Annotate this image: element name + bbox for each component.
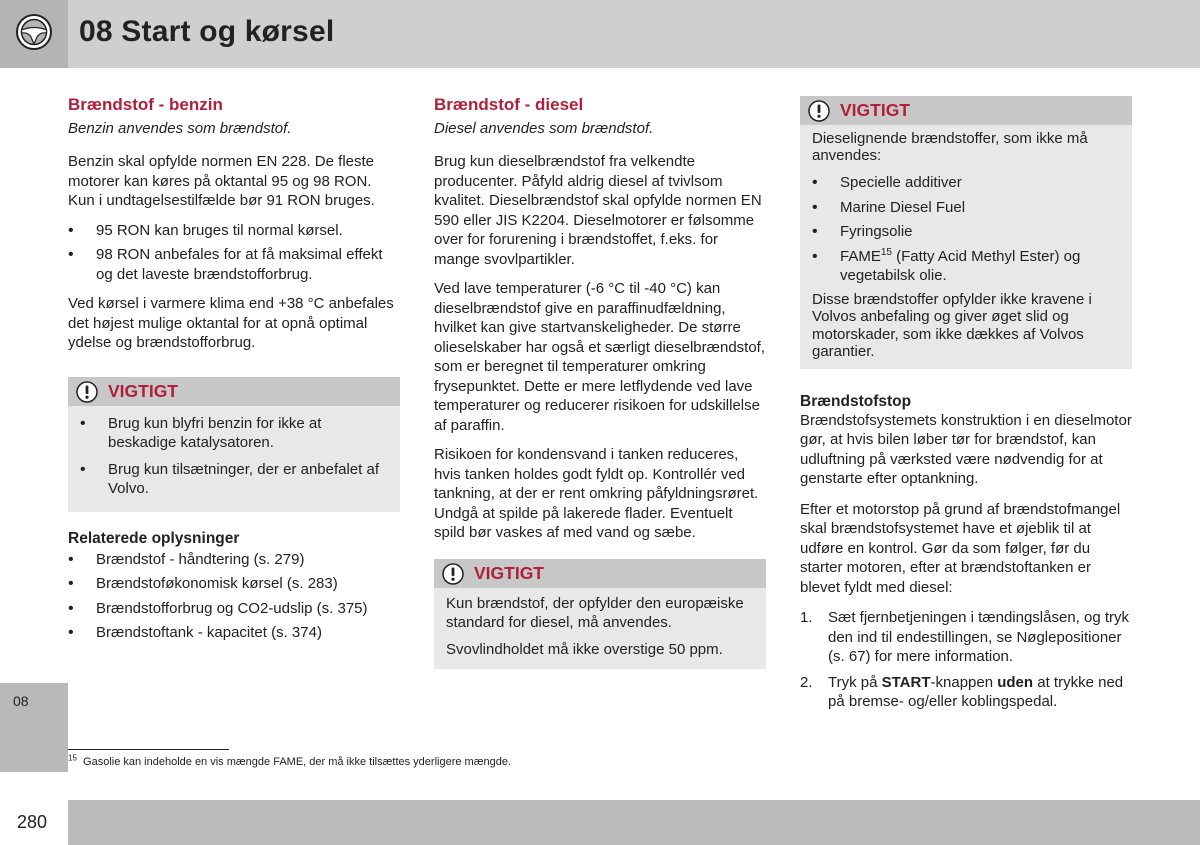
step-text-start: START — [881, 673, 931, 691]
warning-intro: Dieselignende brændstoffer, som ikke må anvendes: — [812, 130, 1088, 164]
diesel-paragraph-2: Ved lave temperaturer (-6 °C til -40 °C) kan dieselbrændstof give en paraffinudfældning, hvilket kan give startvanskeligheder. De større olieselskaber har også et særligt dieselbrændstof, som er beregnet til temperaturer omkring frysepunktet. Dette er mere letflydende ved lave temperaturer og reducerer risikoen for udskillelse af paraffin. — [434, 280, 766, 434]
step-text-post: at trykke ned på bremse- og/eller koblingspedal. — [828, 673, 1124, 710]
section-heading-diesel: Brændstof - diesel — [434, 95, 584, 114]
chapter-side-tab-label: 08 — [13, 693, 29, 709]
warning-title: VIGTIGT — [840, 100, 910, 120]
footnote-divider — [68, 749, 229, 750]
step-text: Sæt fjernbetjeningen i tændingslåsen, og tryk den ind til endestillingen, se Nøglepositioner (s. 67) for mere information. — [828, 609, 1130, 665]
chapter-title: 08 Start og kørsel — [79, 15, 335, 48]
warning-header — [800, 96, 1132, 125]
column-benzin — [68, 95, 400, 653]
footnote-number: 15 — [68, 753, 77, 763]
benzin-intro: Benzin anvendes som brændstof. — [68, 120, 292, 137]
related-link[interactable]: • Brændstofforbrug og CO2-udslip (s. 375) — [68, 599, 400, 619]
list-item — [812, 247, 1120, 286]
list-item: • Marine Diesel Fuel — [812, 198, 1120, 218]
warning-paragraph: Kun brændstof, der opfylder den europæiske standard for diesel, må anvendes. — [446, 594, 744, 631]
list-item: • 98 RON anbefales for at få maksimal effekt og det laveste brændstofforbrug. — [68, 245, 400, 284]
chapter-icon-block — [0, 0, 68, 68]
warning-title: VIGTIGT — [474, 562, 544, 583]
fuel-stop-paragraph-2: Efter et motorstop på grund af brændstofmangel skal brændstofsystemet have et øjeblik til at udføre en kontrol. Gør da som følger, før du starter motoren, efter at brændstoftanken er blevet fyldt med diesel: — [800, 500, 1121, 596]
fame-term: FAME — [840, 247, 881, 265]
fame-description: (Fatty Acid Methyl Ester) og vegetabilsk olie. — [840, 247, 1081, 284]
step-number: 2. — [800, 673, 813, 691]
related-link[interactable]: • Brændstoftank - kapacitet (s. 374) — [68, 623, 400, 643]
fuel-stop-paragraph-1: Brændstofsystemets konstruktion i en dieselmotor gør, at hvis bilen løber tør for brændstof, kan udluftning på værksted være nødvendig for at genstarte efter optankning. — [800, 411, 1132, 487]
benzin-bullet-list — [68, 221, 400, 285]
warning-title: VIGTIGT — [108, 380, 178, 401]
list-item: • Brug kun tilsætninger, der er anbefalet af Volvo. — [80, 460, 388, 499]
related-info-heading: Relaterede oplysninger — [68, 529, 240, 547]
fuel-stop-steps — [800, 608, 1132, 712]
list-item: • Brug kun blyfri benzin for ikke at beskadige katalysatoren. — [80, 414, 388, 453]
subheading-fuel-stop: Brændstofstop — [800, 392, 912, 410]
list-item: • Fyringsolie — [812, 222, 1120, 242]
warning-header — [434, 559, 766, 588]
chapter-side-tab — [0, 683, 68, 772]
list-item: • 95 RON kan bruges til normal kørsel. — [68, 221, 400, 241]
exclamation-icon — [808, 100, 830, 122]
step-text-mid: -knappen — [930, 673, 998, 691]
exclamation-icon — [442, 563, 464, 585]
warning-box-diesel — [434, 559, 766, 670]
warning-bullet-list — [812, 173, 1120, 286]
step-text-pre: Tryk på — [828, 673, 882, 691]
related-info-list — [68, 550, 400, 643]
warning-paragraph: Svovlindholdet må ikke overstige 50 ppm. — [446, 640, 723, 658]
warning-box-diesel-types — [800, 96, 1132, 369]
page-number: 280 — [17, 812, 48, 832]
step-number: 1. — [800, 609, 813, 626]
warning-header — [68, 377, 400, 406]
related-link[interactable]: • Brændstof - håndtering (s. 279) — [68, 550, 400, 570]
exclamation-icon — [76, 381, 98, 403]
step-text-without: uden — [997, 673, 1034, 691]
warning-bullet-list — [80, 414, 388, 499]
list-item: • Specielle additiver — [812, 173, 1120, 193]
step-item — [800, 673, 1132, 712]
page-header — [0, 0, 1200, 68]
warning-outro: Disse brændstoffer opfylder ikke kravene i Volvos anbefaling og giver øget slid og motorskader, som ikke dækkes af Volvos garantier. — [812, 290, 1092, 360]
diesel-paragraph-3: Risikoen for kondensvand i tanken reduceres, hvis tanken holdes godt fyldt op. Kontrollér ved tankning, at der er rent omkring påfyldningsrøret. Undgå at spilde på lakerede flader. Eventuelt spild bør vaskes af med vand og sæbe. — [434, 446, 759, 541]
column-diesel — [434, 95, 766, 669]
section-heading-benzin: Brændstof - benzin — [68, 95, 223, 114]
warning-box-benzin — [68, 377, 400, 512]
footnote-text: Gasolie kan indeholde en vis mængde FAME, der må ikke tilsættes yderligere mængde. — [83, 756, 512, 768]
benzin-paragraph-2: Ved kørsel i varmere klima end +38 °C anbefales det højest mulige oktantal for at opnå optimal ydelse og brændstofforbrug. — [68, 295, 394, 351]
footnote-ref: 15 — [880, 246, 892, 258]
column-right — [800, 96, 1132, 718]
footnote — [68, 753, 512, 768]
diesel-intro: Diesel anvendes som brændstof. — [434, 120, 654, 137]
step-item — [800, 608, 1132, 667]
steering-wheel-icon — [15, 13, 53, 51]
related-link[interactable]: • Brændstoføkonomisk kørsel (s. 283) — [68, 574, 400, 594]
benzin-paragraph-1: Benzin skal opfylde normen EN 228. De fleste motorer kan køres på oktantal 95 og 98 RON. Kun i undtagelsestilfælde bør 91 RON bruges. — [68, 153, 375, 209]
page-footer-bar — [68, 800, 1200, 845]
diesel-paragraph-1: Brug kun dieselbrændstof fra velkendte producenter. Påfyld aldrig diesel af tvivlsom kvalitet. Dieselbrændstof skal opfylde normen EN 590 eller JIS K2204. Dieselmotorer er følsomme over for forurening i brændstoffet, f.eks. for mange svovlpartikler. — [434, 153, 762, 268]
